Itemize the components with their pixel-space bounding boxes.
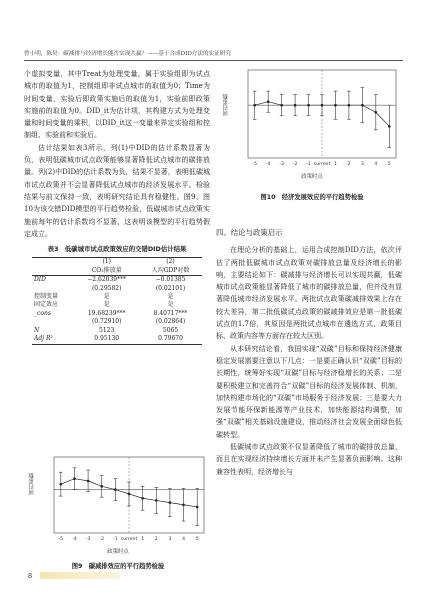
row-label <box>32 318 74 326</box>
fig9-point <box>100 485 103 488</box>
row-label: Adj R² <box>32 335 74 344</box>
fig9-x-tick-label: 2 <box>154 537 158 542</box>
fig10-x-tick-label: -5 <box>252 162 258 167</box>
table-3-title: 表3 低碳城市试点政策效应的交错DID估计结果 <box>47 245 187 254</box>
cell: 5123 <box>99 326 115 334</box>
fig10-x-tick-label: 2 <box>347 162 351 167</box>
fig10-point <box>307 104 310 107</box>
cell: 是 <box>167 293 174 301</box>
fig10-x-tick-label: current <box>313 162 331 167</box>
col-head-2: 人均GDP对数 <box>139 267 202 276</box>
fig10-point <box>280 104 283 107</box>
right-paragraph-1: 在理论分析的基础上，运用合成控制DID方法，依次评估了两批低碳城市试点政策对碳排放总量及经济增长的影响，主要结论如下：碳减排与经济增长可以实现共赢，低碳城市试点政策能显著降低了城市的碳排放总量，但并没有显著降低城市经济发展水平。两批试点政策碳减排效果上存在较大差异，第二批低碳试点政策的碳减排效应是第一批低碳试点的1.7倍，其原因是两批试点城市在遴选方式、政策目标、政策内容等方面存在较大区别。 <box>216 246 402 341</box>
fig9-x-tick-label: -2 <box>99 537 105 542</box>
fig10-point <box>375 111 378 114</box>
fig10-chart <box>232 66 400 170</box>
left-paragraph-2: 估计结果如表3所示，列(1)中DID的估计系数显著为负，表明低碳城市试点政策能够显著降低试点城市的碳排放量。列(2)中DID的估计系数为负，结果不显著，表明低碳城市试点政策并不会显著降低试点城市的经济发展水平。检验结果与前文保持一致，表明研究结论具有稳健性。图9、图10为该交错DID模型的平行趋势检验，低碳城市试点政策实施前每年的估计系数均不显著，这表明该模型的平行趋势假定成立。 <box>24 143 210 238</box>
fig9-chart <box>38 453 208 545</box>
fig9-caption: 图9 碳减排效应的平行趋势检验 <box>71 563 165 570</box>
right-column <box>216 221 402 478</box>
fig9-x-tick-label: -3 <box>85 537 91 542</box>
fig9-x-tick-label: 5 <box>195 537 199 542</box>
fig10-x-tick-label: -3 <box>279 162 284 167</box>
row-label: 固定效应 <box>34 301 59 309</box>
fig9-x-tick-label: 4 <box>182 537 186 542</box>
cell: 是 <box>167 301 174 309</box>
fig9-point <box>114 488 117 491</box>
fig10-point <box>267 100 270 103</box>
fig10-x-tick-label: -2 <box>292 162 298 167</box>
table-row <box>32 276 202 285</box>
fig9-point <box>128 493 131 496</box>
fig10-point <box>361 104 364 107</box>
footer-decoration <box>40 572 120 579</box>
figure-9 <box>28 453 208 559</box>
fig10-x-tick-label: 4 <box>374 162 378 167</box>
cell: 是 <box>103 301 110 309</box>
fig9-point <box>141 497 144 500</box>
table-row <box>32 301 202 309</box>
fig10-point <box>348 104 351 107</box>
left-paragraph-1: 个虚拟变量，其中Treat为处理变量，属于实验组即为试点城市的取值为1，控制组即非试点城市的取值为0；Time为时间变量，实验后即政策实施后的取值为1，实验前即政策实施前的取值为0。DID_it为估计项，其构建方式为处理变量和时间变量的乘积，以DID_it这一变量来界定实验组和控制组、实验前和实验后。 <box>24 70 210 140</box>
figure-10 <box>222 66 402 184</box>
fig9-x-tick-label: -4 <box>72 537 77 542</box>
fig9-point <box>182 503 185 506</box>
fig10-point <box>321 104 324 107</box>
fig9-x-tick-label: 3 <box>168 537 172 542</box>
fig10-x-tick-label: 5 <box>387 162 391 167</box>
cell: 5065 <box>162 326 179 334</box>
fig10-point <box>253 104 256 107</box>
fig9-x-tick-label: -1 <box>113 537 118 542</box>
fig9-xlabel: 政策时点 <box>107 549 129 555</box>
fig10-ylabel: 回归系数 <box>223 94 229 116</box>
fig10-point <box>388 125 391 128</box>
header-rule <box>24 60 403 61</box>
cell: (0.29582) <box>91 284 122 292</box>
fig9-point <box>87 480 90 483</box>
fig9-point <box>73 477 76 480</box>
fig10-x-tick-label: -1 <box>306 162 311 167</box>
fig9-point <box>155 499 158 502</box>
row-label: DID <box>34 276 46 284</box>
fig10-caption: 图10 经济发展效应的平行趋势检验 <box>260 194 364 201</box>
table-row <box>32 285 202 293</box>
table-row <box>32 335 202 344</box>
fig9-point <box>169 501 172 504</box>
fig10-xlabel: 政策时点 <box>301 174 323 180</box>
fig9-x-tick-label: 1 <box>141 537 145 542</box>
fig9-x-tick-label: -5 <box>58 537 64 542</box>
running-header: 曾小明，陈昊：碳减排与经济增长能否实现共赢？——基于合成DID方法的实证研究 <box>24 51 231 57</box>
fig10-point <box>334 104 337 107</box>
table-3 <box>32 257 202 344</box>
row-label <box>32 285 74 293</box>
row-label: _cons <box>34 309 51 317</box>
cell: (0.02864) <box>155 318 186 326</box>
col-head-1: CO₂排放量 <box>74 267 139 276</box>
cell: 8.40717*** <box>153 309 188 317</box>
section-title: 四、结论与政策启示 <box>216 228 283 237</box>
cell: 0.95130 <box>74 335 139 344</box>
table-row <box>32 318 202 326</box>
fig9-point <box>196 506 199 509</box>
cell: 是 <box>103 293 110 301</box>
col-num-2: (2) <box>139 258 202 267</box>
cell: (0.02101) <box>155 284 186 292</box>
page-number: 8 <box>28 572 33 580</box>
cell: −0.01385 <box>155 276 186 284</box>
right-paragraph-2: 从本研究结论看，我国实现“双碳”目标和保持经济健康稳定发展需要注意以下几点：一是要正确认识“双碳”目标的长期性，统筹好实现“双碳”目标与经济稳增长的关系；二是要积极建立和完善符合“双碳”目标的经济发展体制、机制，加快构建市场化的“双碳”市场服务于经济发展；三是要大力发展节能环保新能源等产业技术，加快能源结构调整，加强“双碳”相关基础设施建设，推动经济社会发展全面绿色低碳转型。 <box>216 344 402 439</box>
row-label: 控制变量 <box>34 293 59 301</box>
table-row <box>32 327 202 335</box>
right-paragraph-3: 低碳城市试点政策不仅显著降低了城市的碳排放总量，而且在实现经济持续增长方面并未产生显著负面影响。这种兼容性表明，经济增长与 <box>216 443 402 476</box>
fig10-x-tick-label: -4 <box>265 162 271 167</box>
fig10-x-tick-label: 3 <box>360 162 364 167</box>
row-label: N <box>34 326 40 334</box>
fig10-point <box>294 104 297 107</box>
fig9-ylabel: 回归系数 <box>29 473 35 495</box>
cell: −2.62039*** <box>87 276 127 284</box>
fig9-x-tick-label: current <box>120 537 138 542</box>
left-column <box>24 68 210 345</box>
fig10-x-tick-label: 1 <box>333 162 337 167</box>
cell: 0.79670 <box>139 335 202 344</box>
table-row <box>32 310 202 318</box>
cell: 19.68239*** <box>87 309 126 317</box>
cell: (0.72910) <box>91 318 122 326</box>
col-num-1: (1) <box>74 258 139 267</box>
fig9-point <box>60 483 63 486</box>
